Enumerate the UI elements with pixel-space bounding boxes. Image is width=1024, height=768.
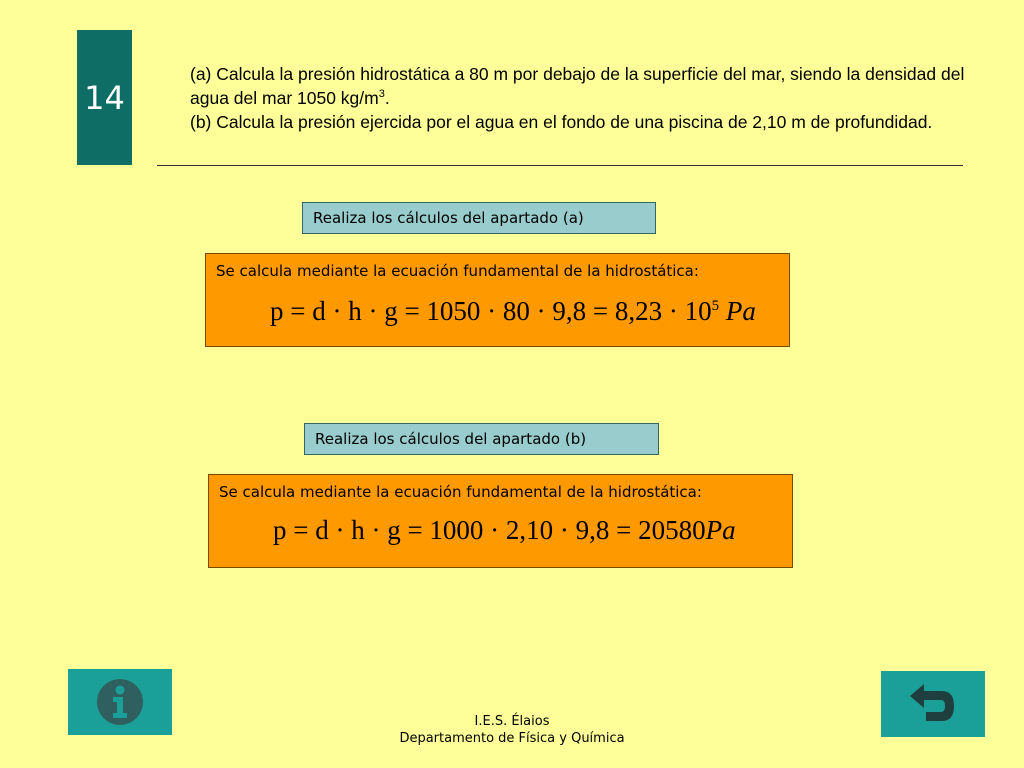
part-b-lead: Se calcula mediante la ecuación fundamental de la hidrostática: xyxy=(219,483,702,501)
part-b-formula-expression: p = d · h · g = 1000 · 2,10 · 9,8 = 20580 xyxy=(273,515,706,545)
footer-department: Departamento de Física y Química xyxy=(399,731,625,746)
show-part-a-label: Realiza los cálculos del apartado (a) xyxy=(313,209,584,227)
part-a-formula xyxy=(270,296,756,327)
slide-number-badge xyxy=(77,30,132,165)
problem-statement xyxy=(190,62,970,134)
part-b-answer-box xyxy=(208,474,793,568)
header-divider xyxy=(157,165,963,166)
problem-part-a-end: . xyxy=(384,88,390,108)
part-a-answer-box xyxy=(205,253,790,347)
problem-part-a xyxy=(190,62,970,110)
problem-part-a-text: (a) Calcula la presión hidrostática a 80 m por debajo de la superficie del mar, siendo la densidad del agua del mar 1050 kg/m xyxy=(190,64,965,108)
problem-part-a-superscript: 3 xyxy=(378,88,385,101)
part-a-formula-unit: Pa xyxy=(725,296,756,326)
part-a-formula-expression: p = d · h · g = 1050 · 80 · 9,8 = 8,23 · 10 xyxy=(270,296,712,326)
footer-school: I.E.S. Élaios xyxy=(474,714,550,729)
show-part-b-label: Realiza los cálculos del apartado (b) xyxy=(315,430,587,448)
part-b-formula xyxy=(273,515,736,546)
part-b-formula-unit: Pa xyxy=(705,515,736,545)
show-part-b-button[interactable] xyxy=(304,423,659,455)
part-a-formula-exponent: 5 xyxy=(711,298,720,314)
show-part-a-button[interactable] xyxy=(302,202,656,234)
problem-part-b: (b) Calcula la presión ejercida por el agua en el fondo de una piscina de 2,10 m de profundidad. xyxy=(190,112,933,132)
part-a-lead: Se calcula mediante la ecuación fundamental de la hidrostática: xyxy=(216,262,699,280)
slide-number: 14 xyxy=(84,78,125,117)
footer xyxy=(0,713,1024,747)
